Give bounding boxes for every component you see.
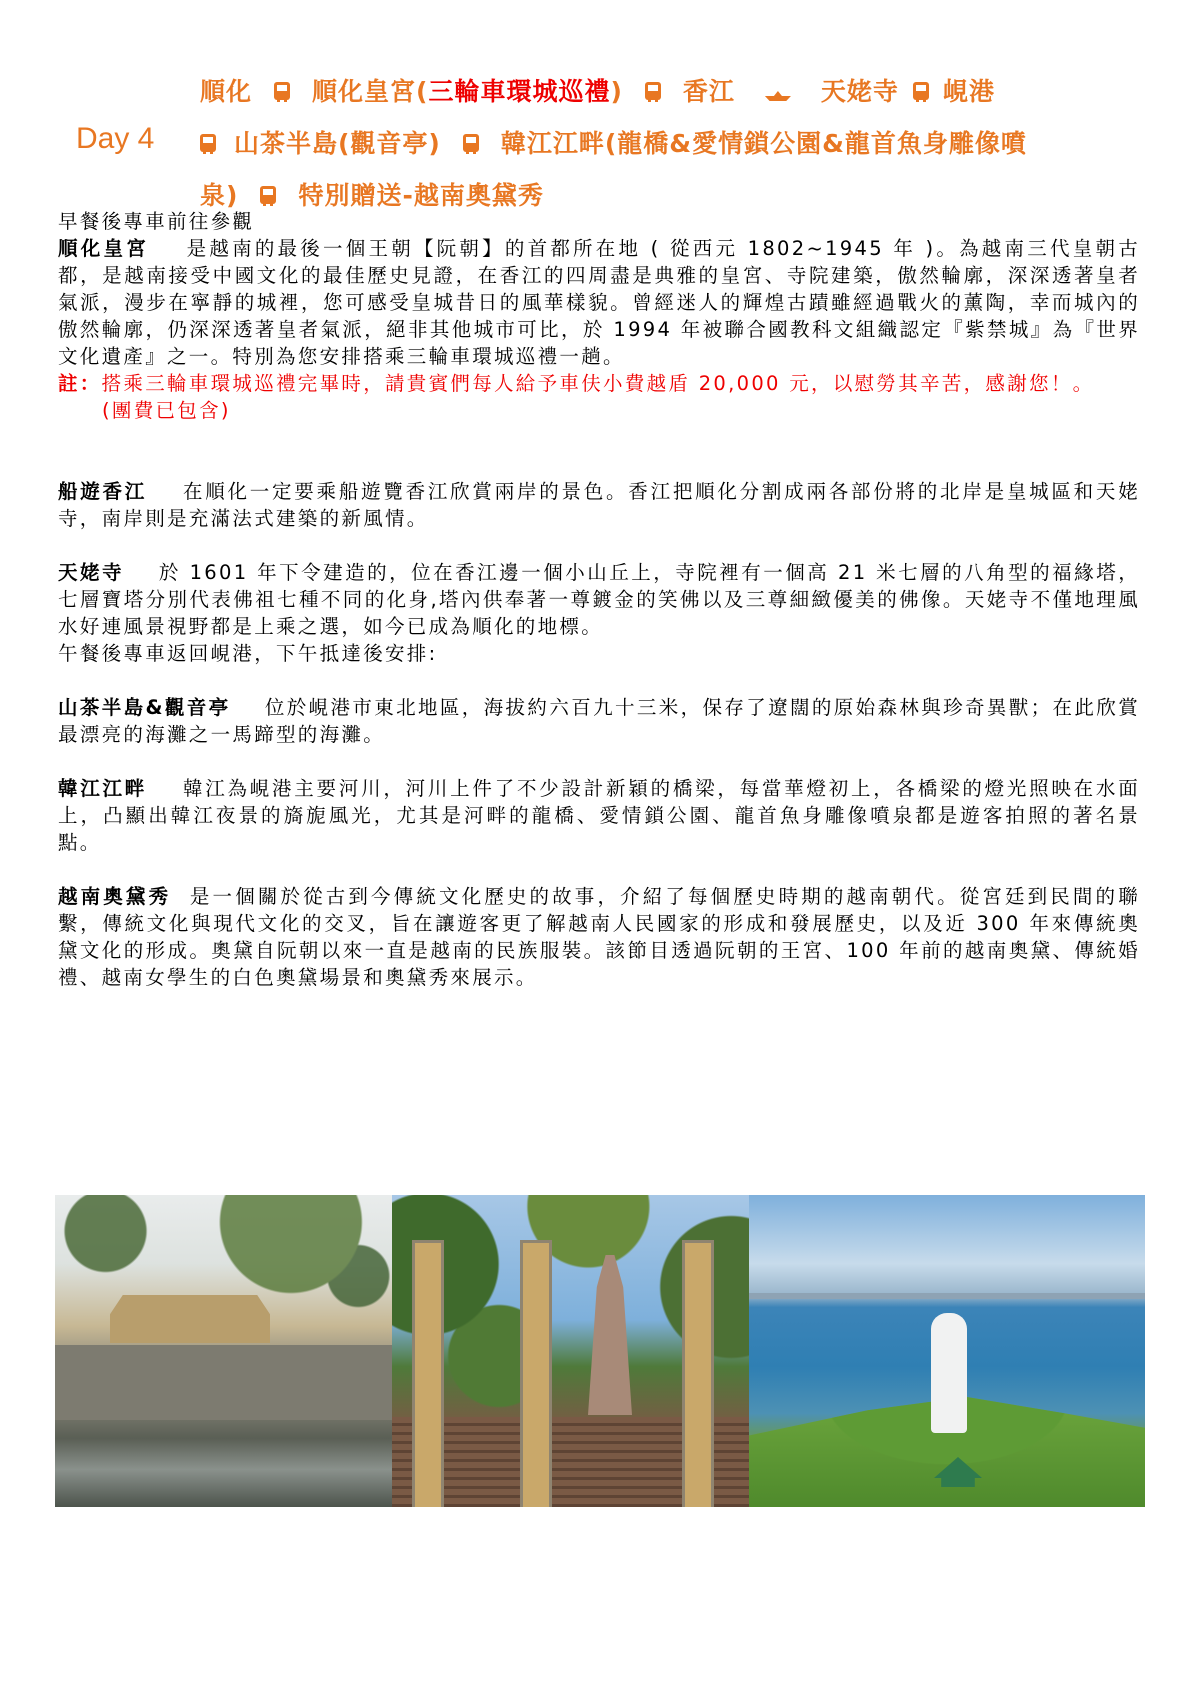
stop-ao-dai-show: 特別贈送-越南奧黛秀 <box>298 181 544 210</box>
lunch-text: 午餐後專車返回峴港，下午抵達後安排: <box>58 642 438 665</box>
section-thien-mu <box>58 559 1140 640</box>
photo-son-tra-statue <box>749 1195 1145 1507</box>
intro-text: 早餐後專車前往參觀 <box>58 210 255 233</box>
route-line-1 <box>200 66 1140 118</box>
stop-han-river-cont: 泉) <box>200 181 239 210</box>
section-son-tra <box>58 694 1140 748</box>
bus-icon <box>645 82 661 100</box>
section-text: 是一個關於從古到今傳統文化歷史的故事，介紹了每個歷史時期的越南朝代。從宮廷到民間的聯繫，傳統文化與現代文化的交叉，旨在讓遊客更了解越南人民國家的形成和發展歷史，以及近 300 年來傳統奧黛文化的形成。奧黛自阮朝以來一直是越南的民族服裝。該節目透過阮朝的王宮、100 年前的越南奧黛、傳統婚禮、越南女學生的白色奧黛場景和奧黛秀來展示。 <box>58 885 1140 989</box>
note-continuation: (團費已包含) <box>102 399 231 422</box>
stop-cyclo-tour: 三輪車環城巡禮 <box>428 77 611 106</box>
section-text: 韓江為峴港主要河川，河川上件了不少設計新穎的橋梁，每當華燈初上，各橋梁的燈光照映在水面上，凸顯出韓江夜景的旖旎風光，尤其是河畔的龍橋、愛情鎖公園、龍首魚身雕像噴泉都是遊客拍照的著名景點。 <box>58 777 1141 854</box>
bus-icon <box>463 134 479 152</box>
day-label: Day 4 <box>76 122 155 155</box>
section-title: 韓江江畔 <box>58 777 148 800</box>
section-perfume-river <box>58 478 1140 532</box>
note-text: 搭乘三輪車環城巡禮完畢時，請貴賓們每人給予車伕小費越盾 20,000 元，以慰勞其辛苦，感謝您！。 <box>101 372 1095 395</box>
section-ao-dai <box>58 883 1140 991</box>
section-text: 在順化一定要乘船遊覽香江欣賞兩岸的景色。香江把順化分割成兩各部份將的北岸是皇城區和天姥寺，南岸則是充滿法式建築的新風情。 <box>58 480 1141 530</box>
section-text: 位於峴港市東北地區，海拔約六百九十三米，保存了遼闊的原始森林與珍奇異獸；在此欣賞最漂亮的海灘之一馬蹄型的海灘。 <box>58 696 1140 746</box>
bus-icon <box>913 82 929 100</box>
boat-icon <box>765 93 791 101</box>
stop-hue: 順化 <box>200 77 253 106</box>
section-title: 天姥寺 <box>58 561 125 584</box>
section-title: 越南奧黛秀 <box>58 885 172 908</box>
stop-thien-mu: 天姥寺 <box>820 77 899 106</box>
itinerary-body <box>58 208 1140 991</box>
stop-da-nang: 峴港 <box>942 77 995 106</box>
route-itinerary <box>200 66 1140 222</box>
photo-thien-mu-pagoda <box>392 1195 749 1507</box>
paren-close: ) <box>610 77 623 106</box>
section-title: 順化皇宮 <box>58 237 149 260</box>
stop-han-river: 韓江江畔(龍橋&愛情鎖公園&龍首魚身雕像噴 <box>500 129 1027 158</box>
bus-icon <box>200 134 216 152</box>
photo-strip <box>55 1195 1145 1507</box>
stop-perfume-river: 香江 <box>682 77 735 106</box>
section-hue-palace <box>58 235 1140 370</box>
section-text: 於 1601 年下令建造的，位在香江邊一個小山丘上，寺院裡有一個高 21 米七層的八角型的福緣塔，七層寶塔分別代表佛祖七種不同的化身,塔內供奉著一尊鍍金的笑佛以及三尊細緻優美的佛像。天姥寺不僅地理風水好連風景視野都是上乘之選，如今已成為順化的地標。 <box>58 561 1140 638</box>
tip-note <box>58 370 1140 397</box>
bus-icon <box>274 82 290 100</box>
photo-hue-palace <box>55 1195 392 1507</box>
bus-icon <box>260 186 276 204</box>
section-han-river <box>58 775 1140 856</box>
note-label: 註： <box>58 372 102 395</box>
route-line-2 <box>200 118 1140 170</box>
section-text: 是越南的最後一個王朝【阮朝】的首都所在地 ( 從西元 1802~1945 年 )。為越南三代皇朝古都，是越南接受中國文化的最佳歷史見證，在香江的四周盡是典雅的皇宮、寺院建築，傲然輪廓，深深透著皇者氣派，漫步在寧靜的城裡，您可感受皇城昔日的風華樣貌。曾經迷人的輝煌古蹟雖經過戰火的薰陶，幸而城內的傲然輪廓，仍深深透著皇者氣派，絕非其他城市可比，於 1994 年被聯合國教科文組織認定『紫禁城』為『世界文化遺產』之一。特別為您安排搭乘三輪車環城巡禮一趟。 <box>58 237 1140 368</box>
stop-son-tra: 山茶半島(觀音亭) <box>234 129 441 158</box>
section-title: 山茶半島&觀音亭 <box>58 696 231 719</box>
stop-hue-palace: 順化皇宮( <box>312 77 429 106</box>
section-title: 船遊香江 <box>58 480 148 503</box>
